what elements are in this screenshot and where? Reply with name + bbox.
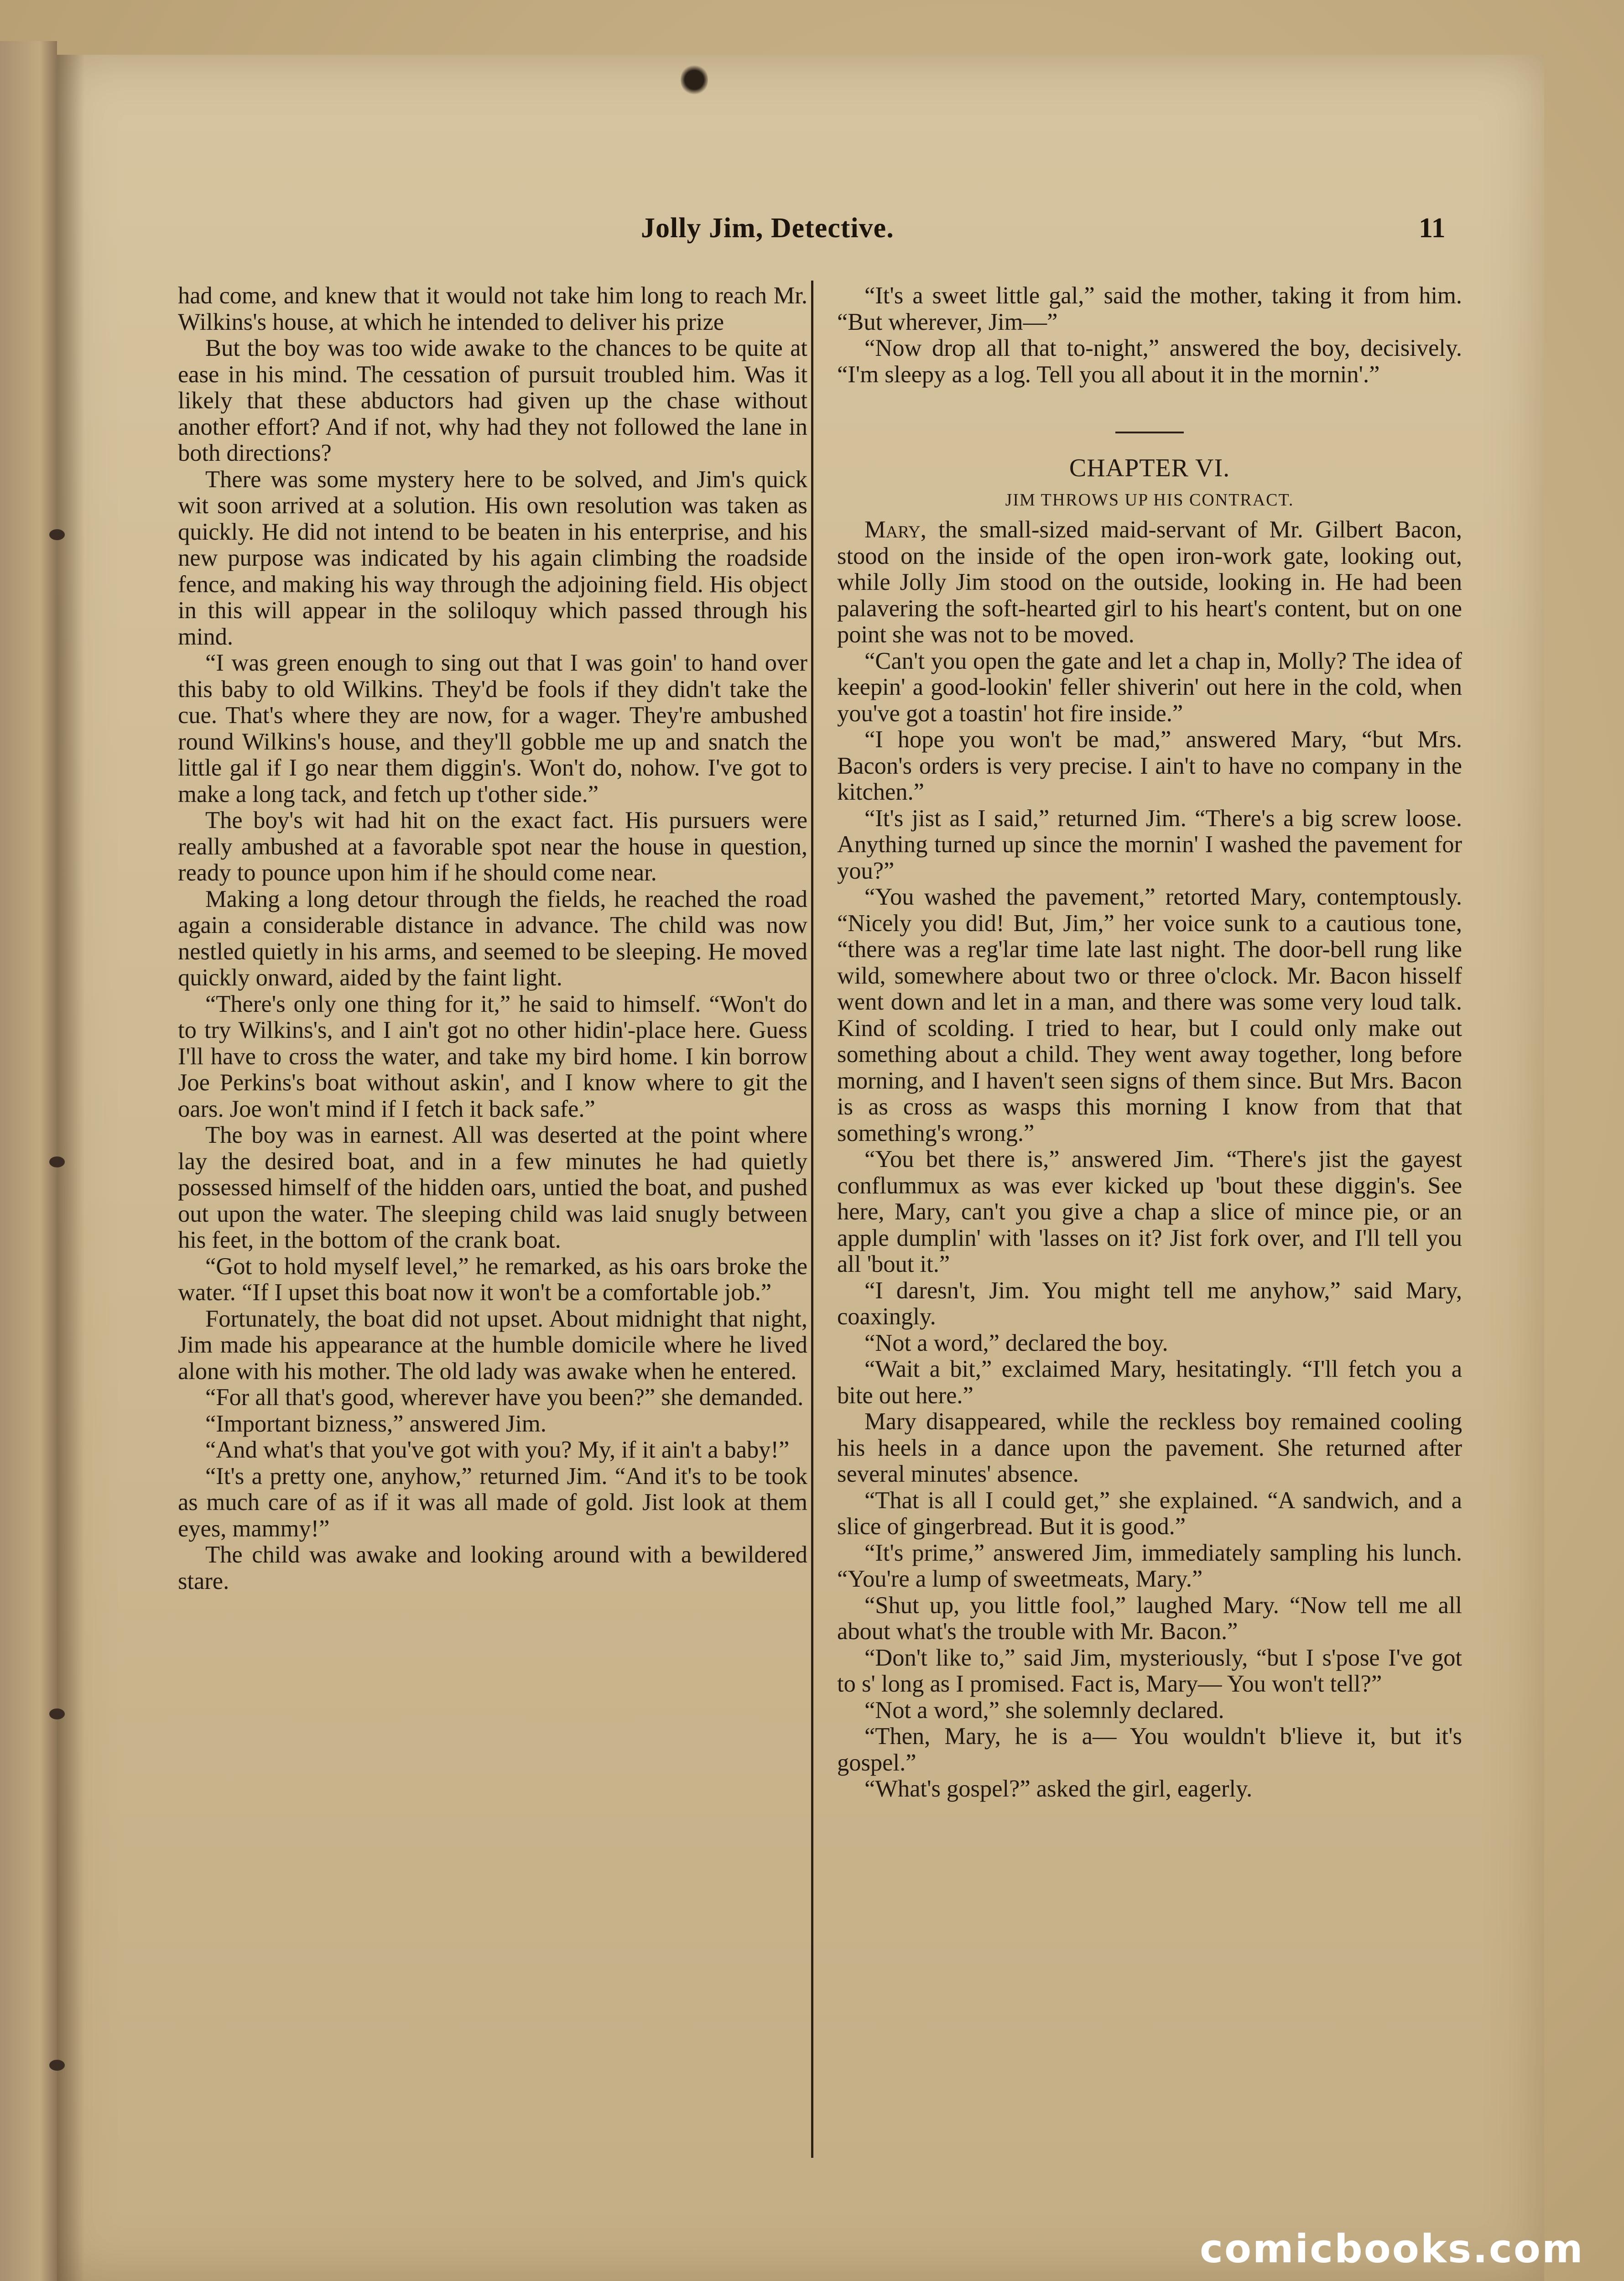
paragraph: “That is all I could get,” she explained. “A sandwich, and a slice of gingerbread. But it is good.” [837, 1487, 1462, 1540]
paragraph: “I hope you won't be mad,” answered Mary, “but Mrs. Bacon's orders is very precise. I ain't to have no company in the kitchen.” [837, 726, 1462, 805]
paragraph: “Don't like to,” said Jim, mysteriously, “but I s'pose I've got to s' long as I promised. Fact is, Mary— You won't tell?” [837, 1644, 1462, 1697]
paragraph: The child was awake and looking around with a bewildered stare. [178, 1541, 807, 1594]
paragraph: There was some mystery here to be solved, and Jim's quick wit soon arrived at a solution. His own resolution was taken as quickly. He did not intend to be beaten in his enterprise, and his new purpose was indicated by his again climbing the roadside fence, and making his way through the adjoining field. His object in this will appear in the soliloquy which passed through his mind. [178, 466, 807, 650]
paragraph: “There's only one thing for it,” he said to himself. “Won't do to try Wilkins's, and I ain't got no other hidin'-place here. Guess I'll have to cross the water, and take my bird home. I kin borrow Joe Perkins's boat without askin', and I know where to git the oars. Joe won't mind if I fetch it back safe.” [178, 990, 807, 1122]
paragraph: The boy's wit had hit on the exact fact. His pursuers were really ambushed at a favorable spot near the house in question, ready to pounce upon him if he should come near. [178, 807, 807, 886]
chapter-divider [1115, 432, 1184, 433]
paragraph: “Wait a bit,” exclaimed Mary, hesitatingly. “I'll fetch you a bite out here.” [837, 1356, 1462, 1409]
right-column [837, 283, 1462, 1802]
left-column [178, 283, 807, 1594]
paragraph: “It's a pretty one, anyhow,” returned Jim. “And it's to be took as much care of as if it was all made of gold. Jist look at them eyes, mammy!” [178, 1463, 807, 1542]
paragraph: Fortunately, the boat did not upset. About midnight that night, Jim made his appearance at the humble domicile where he lived alone with his mother. The old lady was awake when he entered. [178, 1305, 807, 1385]
paragraph: The boy was in earnest. All was deserted at the point where lay the desired boat, and in a few minutes he had quietly possessed himself of the hidden oars, untied the boat, and pushed out upon the water. The sleeping child was laid snugly between his feet, in the bottom of the crank boat. [178, 1122, 807, 1253]
paragraph: “Then, Mary, he is a— You wouldn't b'lieve it, but it's gospel.” [837, 1723, 1462, 1776]
page-number: 11 [1419, 213, 1446, 244]
ink-blot-mark [681, 64, 708, 96]
paragraph: “Not a word,” she solemnly declared. [864, 1697, 1224, 1724]
paragraph: Mary disappeared, while the reckless boy remained cooling his heels in a dance upon the pavement. She returned after several minutes' absence. [837, 1408, 1462, 1487]
paragraph: “It's a sweet little gal,” said the mother, taking it from him. “But wherever, Jim—” [837, 282, 1462, 335]
chapter-subtitle: JIM THROWS UP HIS CONTRACT. [1005, 490, 1294, 510]
gutter-shadow [57, 55, 84, 2281]
paragraph: “And what's that you've got with you? My, if it ain't a baby!” [205, 1437, 790, 1463]
paragraph: Making a long detour through the fields, he reached the road again a considerable distance in advance. The child was now nestled quietly in his arms, and seemed to be sleeping. He moved quickly onward, aided by the faint light. [178, 885, 807, 991]
staple-hole [49, 1156, 65, 1167]
paragraph: “For all that's good, wherever have you been?” she demanded. [205, 1384, 804, 1411]
paragraph: “You washed the pavement,” retorted Mary, contemptously. “Nicely you did! But, Jim,” her voice sunk to a cautious tone, “there was a reg'lar time late last night. The door-bell rung like wild, somewhere about two or three o'clock. Mr. Bacon hisself went down and let in a man, and there was some very loud talk. Kind of scolding. I tried to hear, but I could only make out something about a child. They went away together, long before morning, and I haven't seen signs of them since. But Mrs. Bacon is as cross as wasps this morning I know from that that something's wrong.” [837, 884, 1462, 1146]
paragraph: “Can't you open the gate and let a chap in, Molly? The idea of keepin' a good-lookin' feller shiverin' out here in the cold, when you've got a toastin' hot fire inside.” [837, 647, 1462, 727]
paragraph: “You bet there is,” answered Jim. “There's jist the gayest conflummux as was ever kicked up 'bout these diggin's. See here, Mary, can't you give a chap a slice of mince pie, or an apple dumplin' with 'lasses on it? Jist fork over, and I'll tell you all 'bout it.” [837, 1146, 1462, 1277]
paragraph: “It's jist as I said,” returned Jim. “There's a big screw loose. Anything turned up since the mornin' I washed the pavement for you?” [837, 805, 1462, 884]
paragraph: “Important bizness,” answered Jim. [205, 1410, 547, 1437]
paragraph: “Now drop all that to-night,” answered the boy, decisively. “I'm sleepy as a log. Tell you all about it in the mornin'.” [837, 335, 1462, 388]
running-head: Jolly Jim, Detective. [641, 213, 894, 244]
column-rule [811, 281, 813, 2158]
staple-hole [49, 1708, 65, 1719]
paragraph: “I daresn't, Jim. You might tell me anyhow,” said Mary, coaxingly. [837, 1277, 1462, 1330]
previous-page-edge [0, 41, 57, 2281]
opening-word: Mary [864, 516, 921, 543]
paragraph: But the boy was too wide awake to the chances to be quite at ease in his mind. The cessation of pursuit troubled him. Was it likely that these abductors had given up the chase without another effort? And if not, why had they not followed the lane in both directions? [178, 335, 807, 466]
paragraph-opening [837, 517, 1462, 648]
staple-hole [49, 2060, 65, 2071]
paragraph: “What's gospel?” asked the girl, eagerly. [864, 1776, 1253, 1802]
chapter-heading: CHAPTER VI. [1069, 454, 1230, 482]
opening-text: , the small-sized maid-servant of Mr. Gilbert Bacon, stood on the inside of the open iron-work gate, looking out, while Jolly Jim stood on the outside, looking in. He had been palavering the soft-hearted girl to his heart's content, but on one point she was not to be moved. [837, 516, 1462, 648]
paragraph: “Got to hold myself level,” he remarked, as his oars broke the water. “If I upset this boat now it won't be a comfortable job.” [178, 1253, 807, 1306]
watermark: comicbooks.com [1200, 2226, 1584, 2272]
paragraph: “Shut up, you little fool,” laughed Mary. “Now tell me all about what's the trouble with Mr. Bacon.” [837, 1592, 1462, 1645]
paragraph: “It's prime,” answered Jim, immediately sampling his lunch. “You're a lump of sweetmeats, Mary.” [837, 1539, 1462, 1592]
staple-hole [49, 529, 65, 540]
paragraph: “I was green enough to sing out that I was goin' to hand over this baby to old Wilkins. They'd be fools if they didn't take the cue. That's where they are now, for a wager. They're ambushed round Wilkins's house, and they'll gobble me up and snatch the little gal if I go near them diggin's. Won't do, nohow. I've got to make a long tack, and fetch up t'other side.” [178, 650, 807, 807]
paragraph: “Not a word,” declared the boy. [864, 1329, 1168, 1356]
paragraph: had come, and knew that it would not take him long to reach Mr. Wilkins's house, at which he intended to deliver his prize [178, 282, 807, 335]
